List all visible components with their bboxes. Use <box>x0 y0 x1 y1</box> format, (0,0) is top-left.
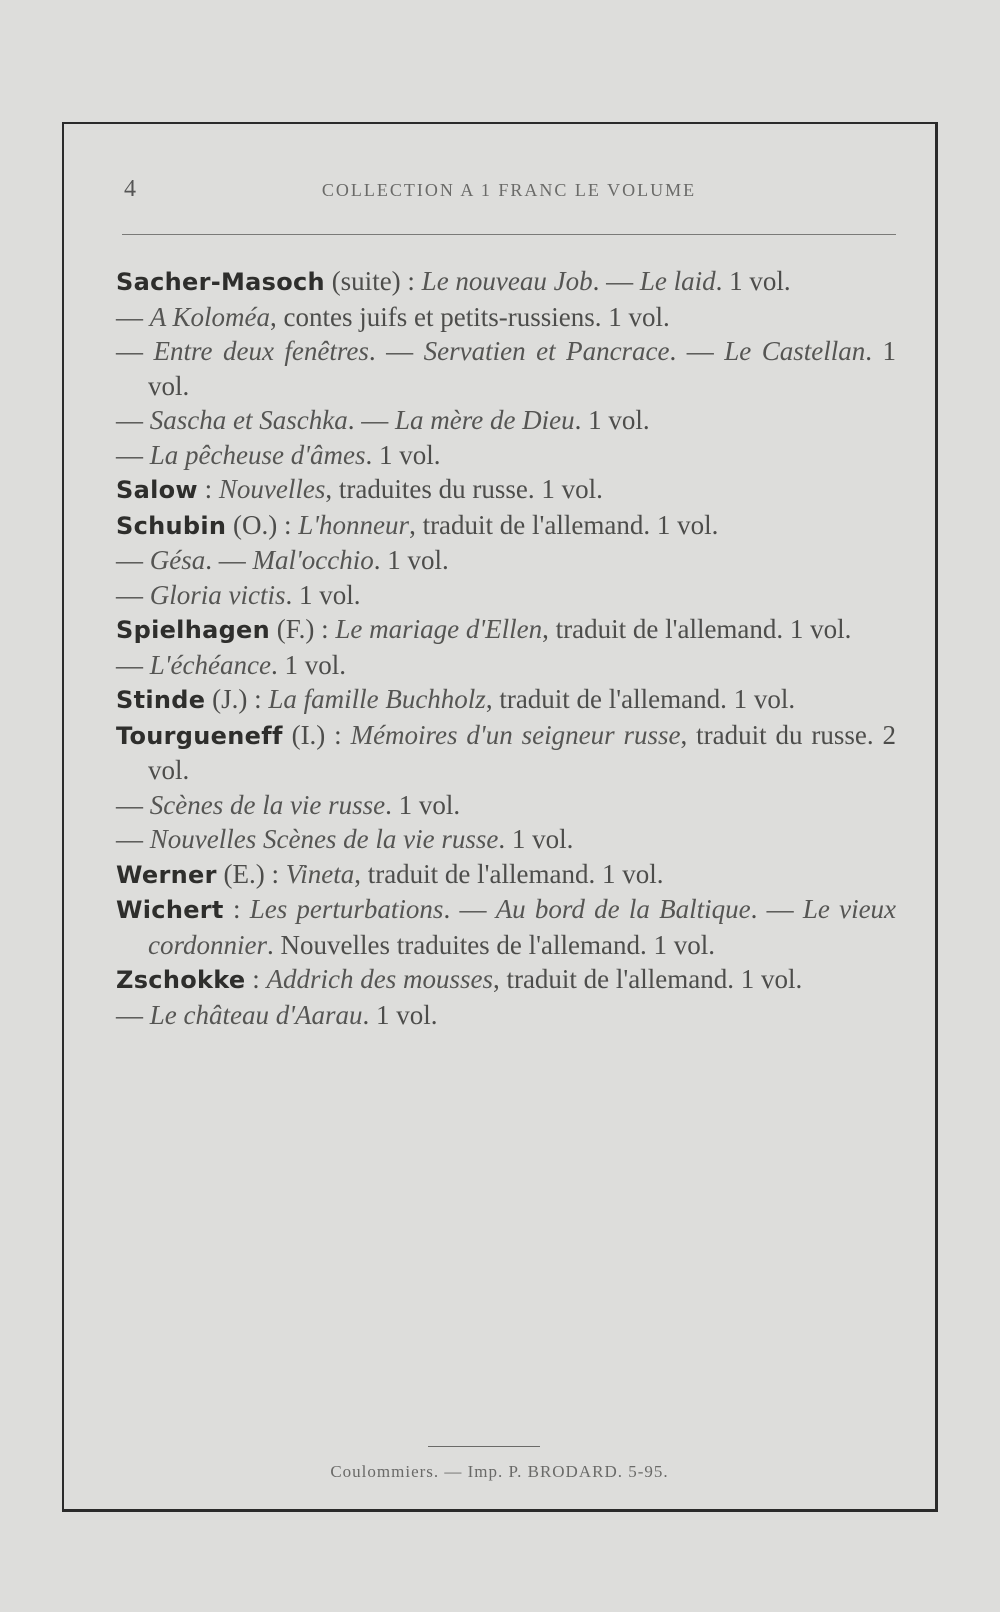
catalogue-entry <box>116 648 896 683</box>
entry-text: . 1 vol. <box>373 545 449 575</box>
catalogue-entry <box>116 300 896 335</box>
work-title: Scènes de la vie russe <box>149 789 386 820</box>
entry-text: , traduit de l'allemand. 1 vol. <box>542 614 852 644</box>
entry-text: (I.) : <box>282 719 351 750</box>
entry-text: — <box>116 824 150 854</box>
entry-text: : <box>245 964 267 994</box>
catalogue-entry <box>116 822 896 857</box>
page-number: 4 <box>124 176 136 202</box>
catalogue-entry <box>116 543 896 578</box>
work-title: Le mariage d'Ellen <box>335 614 543 644</box>
entry-text: . 1 vol. <box>715 266 791 296</box>
entry-text: , traduit du russe. 2 vol. <box>148 719 896 785</box>
entry-text: , traduit de l'allemand. 1 vol. <box>485 684 796 714</box>
work-title: Le nouveau Job <box>421 266 593 296</box>
entry-text: . 1 vol. <box>498 824 574 854</box>
work-title: Nouvelles Scènes de la vie russe <box>149 824 499 854</box>
catalogue-entry <box>116 892 896 962</box>
entry-text: — <box>116 545 150 575</box>
catalogue-entry <box>116 857 896 893</box>
catalogue-entry <box>116 264 896 300</box>
entry-text: . 1 vol. <box>574 405 650 435</box>
author-name: Salow <box>116 476 198 504</box>
entry-text: , traduit de l'allemand. 1 vol. <box>409 509 719 540</box>
entry-text: . 1 vol. <box>365 439 441 470</box>
entry-text: — <box>116 999 150 1030</box>
work-title: Mémoires d'un seigneur russe <box>350 719 681 750</box>
work-title: L'honneur <box>298 509 410 540</box>
author-name: Schubin <box>116 511 227 540</box>
entry-text: — <box>116 301 150 332</box>
entry-text: . 1 vol. <box>270 649 346 680</box>
work-title: La pêcheuse d'âmes <box>149 439 366 470</box>
entry-text: (J.) : <box>205 684 269 714</box>
entry-text: . — <box>750 894 803 924</box>
page-frame <box>62 122 938 1512</box>
catalogue-entry <box>116 438 896 473</box>
work-title: Gloria victis <box>149 579 286 610</box>
entry-text: : <box>223 894 250 924</box>
entry-text: — <box>116 579 150 610</box>
catalogue-entries <box>116 264 896 1032</box>
author-name: Stinde <box>116 686 206 714</box>
entry-text: . 1 vol. <box>148 336 897 401</box>
entry-text: , contes juifs et petits-russiens. 1 vol. <box>270 301 670 332</box>
entry-text: — <box>116 405 150 435</box>
work-title: Les perturbations <box>249 894 444 924</box>
header-rule <box>122 234 896 235</box>
entry-text: . — <box>347 405 395 435</box>
catalogue-entry <box>116 788 896 823</box>
work-title: Le Castellan <box>724 336 866 366</box>
entry-text: . — <box>669 336 725 366</box>
entry-text: . 1 vol. <box>362 999 438 1030</box>
entry-text: , traduit de l'allemand. 1 vol. <box>492 964 803 994</box>
work-title: A Koloméa <box>149 301 270 332</box>
work-title: Mal'occhio <box>252 545 374 575</box>
author-name: Sacher-Masoch <box>116 268 325 296</box>
work-title: Vineta <box>285 858 355 889</box>
work-title: Gésa <box>149 545 206 575</box>
author-name: Wichert <box>116 896 224 924</box>
work-title: Addrich des mousses <box>266 964 493 994</box>
entry-text: — <box>116 649 150 680</box>
entry-text: : <box>197 474 219 504</box>
entry-text: (suite) : <box>324 266 422 296</box>
catalogue-entry <box>116 962 896 998</box>
entry-text: . — <box>443 894 496 924</box>
work-title: La mère de Dieu <box>394 405 575 435</box>
catalogue-entry <box>116 998 896 1033</box>
entry-text: . — <box>592 266 640 296</box>
work-title: Au bord de la Baltique <box>495 894 751 924</box>
page-header <box>124 176 894 216</box>
entry-text: — <box>116 439 150 470</box>
entry-text: . 1 vol. <box>285 579 361 610</box>
entry-text: , traduites du russe. 1 vol. <box>325 474 603 504</box>
work-title: Servatien et Pancrace <box>423 336 670 366</box>
entry-text: . — <box>205 545 253 575</box>
catalogue-entry <box>116 612 896 648</box>
entry-text: . 1 vol. <box>385 789 461 820</box>
entry-text: , traduit de l'allemand. 1 vol. <box>354 858 664 889</box>
work-title: Entre deux fenêtres <box>153 336 369 366</box>
catalogue-entry <box>116 682 896 718</box>
catalogue-entry <box>116 718 896 788</box>
catalogue-entry <box>116 472 896 508</box>
entry-text: (O.) : <box>226 509 299 540</box>
work-title: Sascha et Saschka <box>149 405 348 435</box>
entry-text: — <box>116 336 154 366</box>
work-title: Le château d'Aarau <box>149 999 363 1030</box>
work-title: Le laid <box>639 266 716 296</box>
work-title: Nouvelles <box>218 474 326 504</box>
entry-text: (E.) : <box>216 858 286 889</box>
footer-rule <box>428 1446 540 1447</box>
work-title: L'échéance <box>149 649 271 680</box>
author-name: Tourgueneff <box>116 721 283 750</box>
entry-text: . — <box>368 336 424 366</box>
work-title: Le vieux cordonnier <box>148 894 897 960</box>
entry-text: (F.) : <box>270 614 336 644</box>
author-name: Werner <box>116 860 217 889</box>
running-title: COLLECTION A 1 FRANC LE VOLUME <box>321 180 697 200</box>
catalogue-entry <box>116 508 896 544</box>
printer-imprint: Coulommiers. — Imp. P. BRODARD. 5-95. <box>330 1462 669 1481</box>
author-name: Spielhagen <box>116 616 271 644</box>
work-title: La famille Buchholz <box>268 684 486 714</box>
entry-text: — <box>116 789 150 820</box>
catalogue-entry <box>116 334 896 403</box>
catalogue-entry <box>116 403 896 438</box>
entry-text: . Nouvelles traduites de l'allemand. 1 vol. <box>266 929 715 960</box>
author-name: Zschokke <box>116 966 246 994</box>
catalogue-entry <box>116 578 896 613</box>
